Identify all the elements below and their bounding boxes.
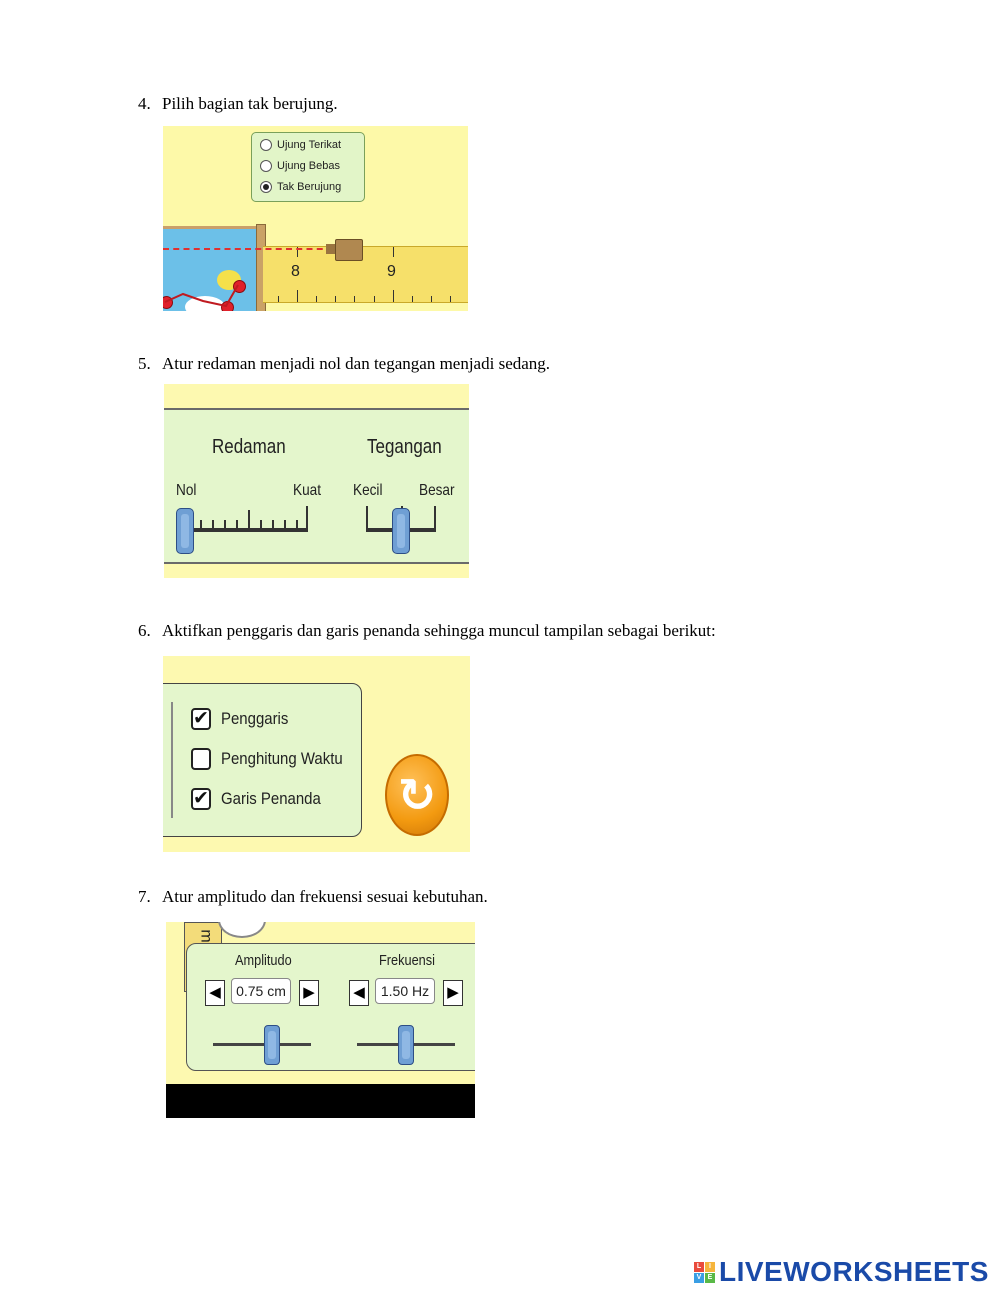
frequency-decrease-button[interactable]: ◀ <box>349 980 369 1006</box>
track-tick <box>212 520 214 529</box>
step-number: 5. <box>138 354 151 373</box>
ruler <box>263 246 468 303</box>
ruler-tick <box>412 296 413 302</box>
penggaris-label: Penggaris <box>221 709 289 728</box>
penghitung-waktu-checkbox[interactable] <box>191 748 211 770</box>
panel-divider <box>171 702 173 818</box>
end-type-screenshot <box>163 126 468 311</box>
reset-button[interactable] <box>385 754 449 836</box>
track-tick <box>260 520 262 529</box>
radio-button[interactable] <box>260 160 272 172</box>
end-type-radio-group <box>251 132 365 202</box>
ruler-tick <box>450 296 451 302</box>
damping-max-label: Kuat <box>293 482 321 499</box>
ruler-label: 8 <box>291 263 300 280</box>
radio-button-selected[interactable] <box>260 181 272 193</box>
damping-track[interactable] <box>186 528 308 532</box>
liveworksheets-logo <box>694 1256 989 1288</box>
tension-slider-knob[interactable] <box>392 508 410 554</box>
ruler-tick <box>335 296 336 302</box>
amplitude-decrease-button[interactable]: ◀ <box>205 980 225 1006</box>
step-5-instruction <box>138 354 550 374</box>
amplitude-title: Amplitudo <box>235 952 292 969</box>
frequency-value[interactable]: 1.50 Hz <box>375 978 435 1004</box>
ruler-label: 9 <box>387 263 396 280</box>
track-tick <box>236 520 238 529</box>
ruler-tick <box>297 290 298 302</box>
amplitude-slider-knob[interactable] <box>264 1025 280 1065</box>
amplitude-frequency-screenshot <box>166 922 475 1118</box>
track-tick <box>284 520 286 529</box>
ruler-tick <box>316 296 317 302</box>
ruler-tick <box>374 296 375 302</box>
track-tick <box>200 520 202 529</box>
garis-penanda-label: Garis Penanda <box>221 789 321 808</box>
logo-letter: L <box>694 1262 704 1272</box>
track-tick <box>272 520 274 529</box>
logo-letter: I <box>705 1262 715 1272</box>
reset-arrow-icon: ↻ <box>397 768 437 822</box>
track-tick <box>224 520 226 529</box>
tension-title: Tegangan <box>367 436 442 458</box>
step-7-instruction <box>138 887 488 907</box>
radio-button[interactable] <box>260 139 272 151</box>
step-number: 7. <box>138 887 151 906</box>
frequency-slider-knob[interactable] <box>398 1025 414 1065</box>
amplitude-slider-track[interactable] <box>213 1043 311 1046</box>
damping-slider-knob[interactable] <box>176 508 194 554</box>
step-number: 6. <box>138 621 151 640</box>
step-text: Atur redaman menjadi nol dan tegangan menjadi sedang. <box>162 354 551 373</box>
tension-max-label: Besar <box>419 482 455 499</box>
logo-mark <box>694 1262 715 1283</box>
track-tick <box>296 520 298 529</box>
ruler-tick <box>431 296 432 302</box>
penggaris-checkbox[interactable]: ✔ <box>191 708 211 730</box>
ruler-tick <box>278 296 279 302</box>
bottom-black-bar <box>166 1084 475 1118</box>
amplitude-value[interactable]: 0.75 cm <box>231 978 291 1004</box>
reference-dashed-line <box>163 248 333 250</box>
logo-letter: V <box>694 1273 704 1283</box>
radio-ujung-bebas[interactable] <box>260 160 340 172</box>
amplitude-increase-button[interactable]: ▶ <box>299 980 319 1006</box>
garis-penanda-checkbox[interactable]: ✔ <box>191 788 211 810</box>
damping-tension-screenshot <box>164 384 469 578</box>
timer-dial <box>218 922 266 938</box>
logo-letter: E <box>705 1273 715 1283</box>
radio-tak-berujung[interactable] <box>260 181 341 193</box>
ring-end[interactable] <box>335 239 363 261</box>
step-4-instruction <box>138 94 338 114</box>
ruler-tick <box>393 290 394 302</box>
step-text: Aktifkan penggaris dan garis penanda sehingga muncul tampilan sebagai berikut: <box>162 621 716 640</box>
damping-min-label: Nol <box>176 482 197 499</box>
ruler-tick <box>354 296 355 302</box>
frequency-increase-button[interactable]: ▶ <box>443 980 463 1006</box>
track-tick <box>248 510 250 529</box>
radio-label: Tak Berujung <box>277 181 342 193</box>
step-number: 4. <box>138 94 151 113</box>
penghitung-waktu-label: Penghitung Waktu <box>221 749 343 768</box>
tape-label: m <box>197 929 215 943</box>
step-text: Pilih bagian tak berujung. <box>162 94 338 113</box>
tension-min-label: Kecil <box>353 482 383 499</box>
toggles-screenshot <box>163 656 470 852</box>
ruler-tick <box>393 247 394 257</box>
track-end-tick <box>434 506 436 530</box>
step-text: Atur amplitudo dan frekuensi sesuai kebutuhan. <box>162 887 488 906</box>
radio-label: Ujung Bebas <box>277 160 340 172</box>
wave-control-panel <box>186 943 475 1071</box>
radio-label: Ujung Terikat <box>277 139 341 151</box>
frequency-title: Frekuensi <box>379 952 435 969</box>
slider-panel <box>164 408 469 564</box>
track-end-tick <box>306 506 308 530</box>
track-end-tick <box>366 506 368 530</box>
logo-wordmark: LIVEWORKSHEETS <box>719 1256 989 1287</box>
step-6-instruction <box>138 621 716 641</box>
damping-title: Redaman <box>212 436 286 458</box>
radio-ujung-terikat[interactable] <box>260 139 341 151</box>
